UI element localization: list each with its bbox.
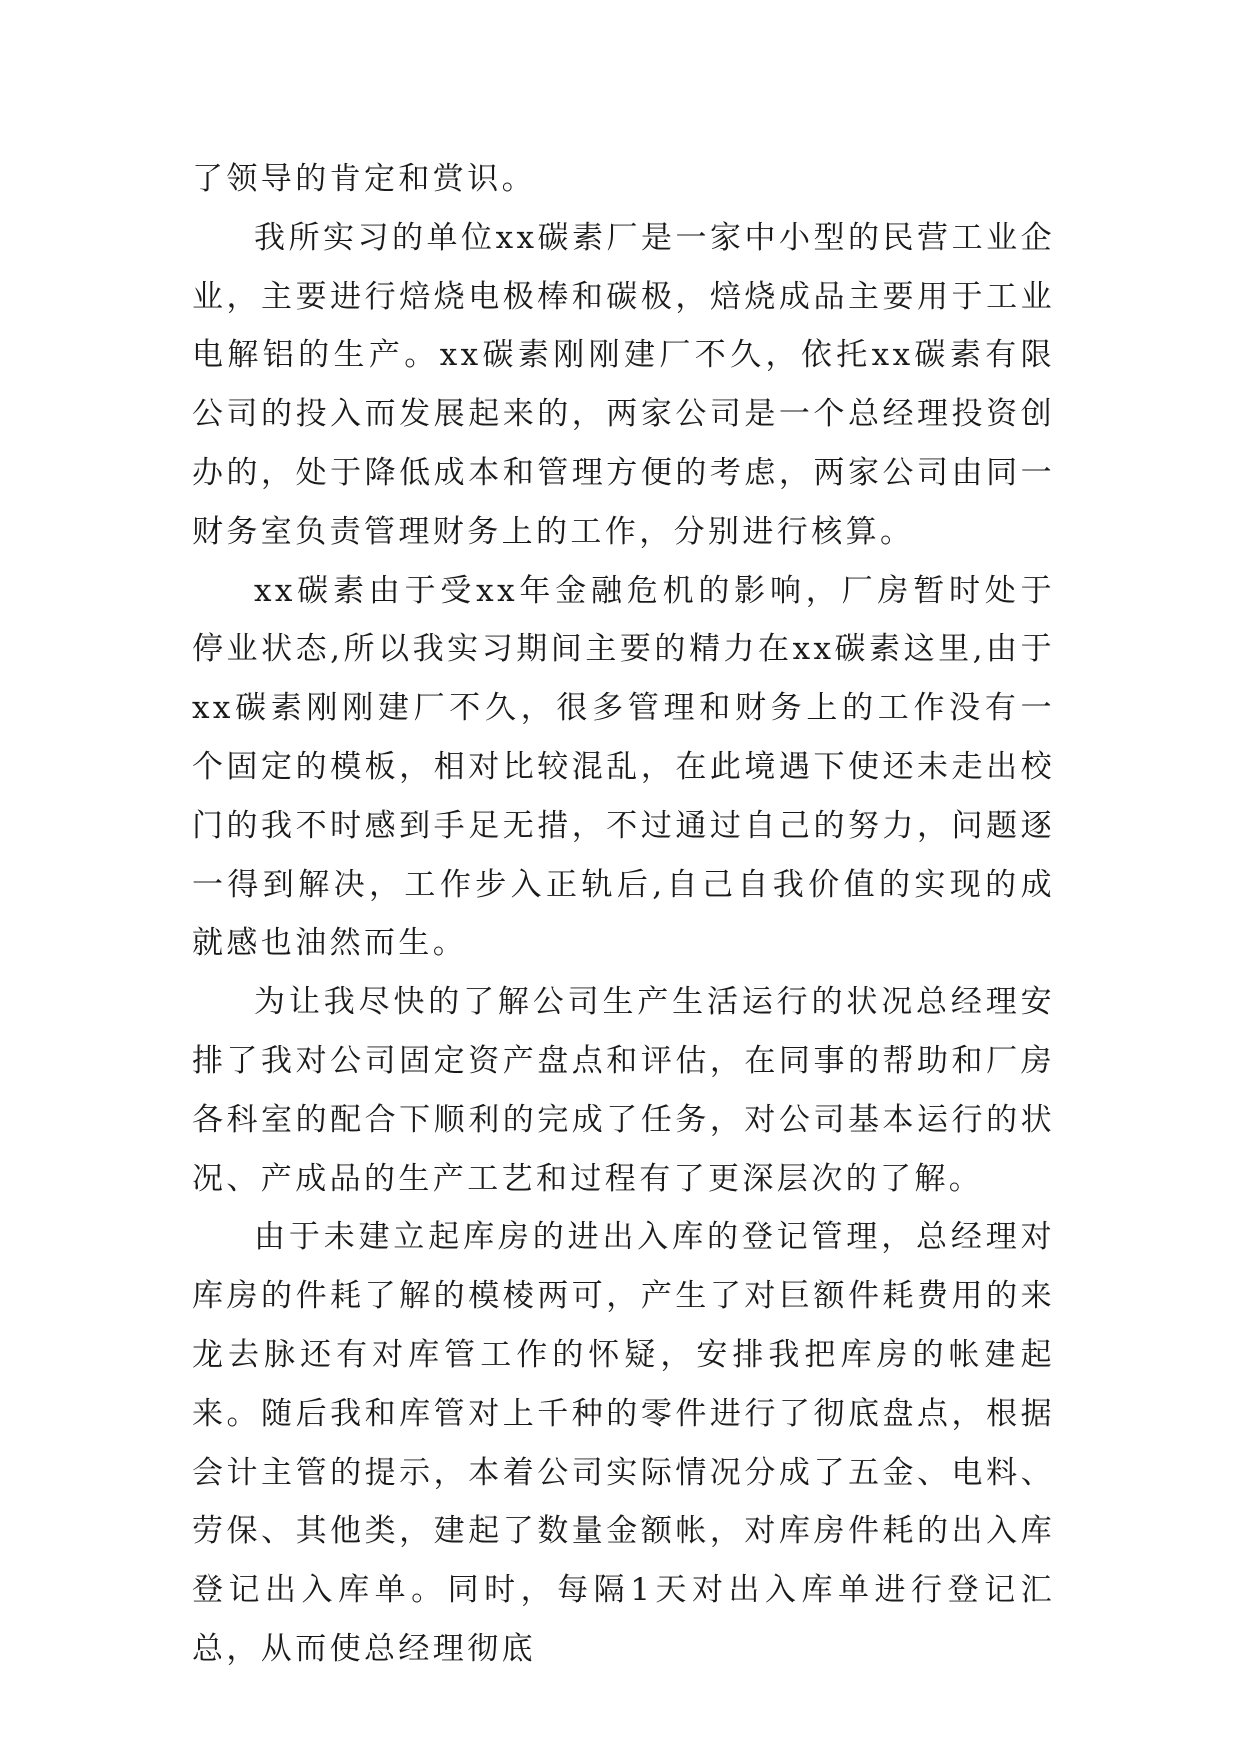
paragraph-2: 我所实习的单位xx碳素厂是一家中小型的民营工业企业，主要进行焙烧电极棒和碳极，焙烧成品主要用于工业电解铝的生产。xx碳素刚刚建厂不久，依托xx碳素有限公司的投入而发展起来的，两家公司是一个总经理投资创办的，处于降低成本和管理方便的考虑，两家公司由同一财务室负责管理财务上的工作，分别进行核算。	[192, 219, 1055, 550]
paragraph-4: 为让我尽快的了解公司生产生活运行的状况总经理安排了我对公司固定资产盘点和评估，在同事的帮助和厂房各科室的配合下顺利的完成了任务，对公司基本运行的状况、产成品的生产工艺和过程有了更深层次的了解。	[192, 984, 1055, 1197]
paragraph-5: 由于未建立起库房的进出入库的登记管理，总经理对库房的件耗了解的模棱两可，产生了对巨额件耗费用的来龙去脉还有对库管工作的怀疑，安排我把库房的帐建起来。随后我和库管对上千种的零件进行了彻底盘点，根据会计主管的提示，本着公司实际情况分成了五金、电料、劳保、其他类，建起了数量金额帐，对库房件耗的出入库登记出入库单。同时，每隔1天对出入库单进行登记汇总，从而使总经理彻底	[192, 1219, 1055, 1667]
paragraph-1: 了领导的肯定和赏识。	[192, 161, 536, 197]
document-body	[192, 150, 1055, 1679]
paragraph-3: xx碳素由于受xx年金融危机的影响，厂房暂时处于停业状态,所以我实习期间主要的精力在xx碳素这里,由于xx碳素刚刚建厂不久，很多管理和财务上的工作没有一个固定的模板，相对比较混乱，在此境遇下使还未走出校门的我不时感到手足无措，不过通过自己的努力，问题逐一得到解决，工作步入正轨后,自己自我价值的实现的成就感也油然而生。	[192, 572, 1055, 962]
